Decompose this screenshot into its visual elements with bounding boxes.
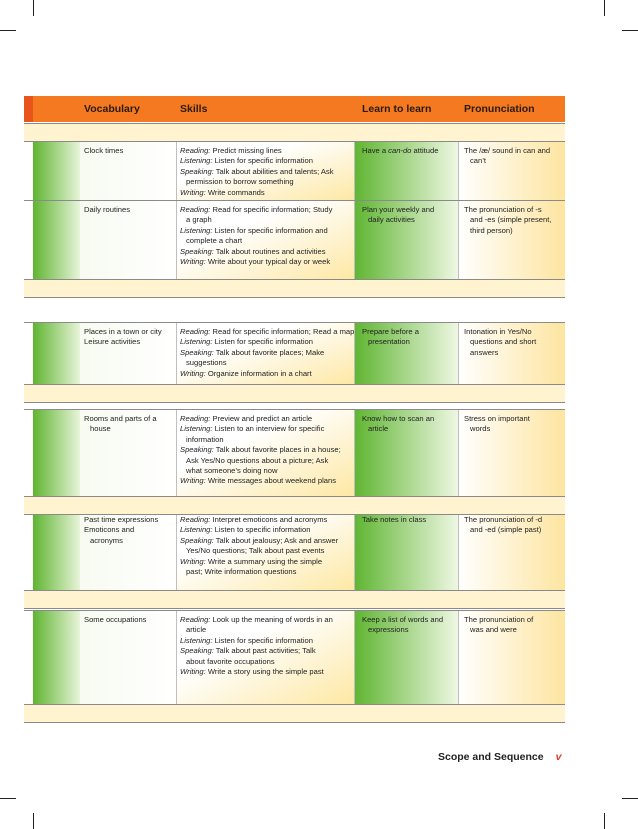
skill-detail: Read for specific information; Read a map	[210, 327, 355, 336]
learn-text	[362, 146, 438, 156]
column-divider	[458, 142, 459, 201]
pronunciation-line: The pronunciation of	[464, 615, 534, 624]
learn-text	[362, 615, 443, 636]
vocabulary-line: Daily routines	[84, 205, 131, 214]
row-accent-bar	[33, 142, 80, 201]
pronunciation-line: questions and short	[470, 337, 537, 347]
skill-line: permission to borrow something	[186, 177, 294, 187]
skills-text	[180, 414, 341, 487]
skill-detail: Write a summary using the simple	[205, 556, 323, 566]
skill-detail: Interpret emoticons and acronyms	[210, 515, 328, 524]
crop-mark	[0, 798, 16, 799]
skill-line: about favorite occupations	[186, 656, 275, 666]
skill-line	[180, 515, 338, 525]
skill-line	[180, 247, 332, 257]
skill-label: Reading:	[180, 327, 211, 336]
header-accent-stripe	[24, 96, 33, 122]
skill-label: Writing:	[180, 667, 206, 677]
pronunciation-line: answers	[470, 347, 499, 357]
skill-label: Speaking:	[180, 347, 214, 357]
skill-line	[180, 257, 332, 267]
pronunciation-line: The pronunciation of -s	[464, 205, 542, 214]
pronunciation-line: and -ed (simple past)	[470, 525, 542, 535]
learn-line: Take notes in class	[362, 515, 427, 524]
skill-detail: Listen for specific information	[212, 635, 313, 645]
unit-band	[24, 279, 565, 298]
header-skills: Skills	[180, 103, 208, 115]
table-row	[24, 409, 565, 497]
learn-line: Plan your weekly and	[362, 205, 435, 214]
skill-detail: Predict missing lines	[210, 146, 282, 155]
scope-sequence-table	[24, 96, 565, 677]
vocabulary-text	[84, 414, 157, 435]
skill-label: Speaking:	[180, 646, 214, 656]
learn-line: Know how to scan an	[362, 414, 435, 423]
unit-band	[24, 590, 565, 609]
skills-text	[180, 205, 332, 267]
vocabulary-text	[84, 146, 123, 156]
column-divider	[176, 323, 177, 385]
skill-line	[180, 414, 341, 424]
skill-line: a graph	[186, 215, 212, 225]
column-divider	[458, 323, 459, 385]
learn-line: presentation	[368, 337, 410, 347]
skill-label: Writing:	[180, 368, 206, 378]
crop-mark	[33, 813, 34, 829]
skill-line	[180, 646, 333, 656]
column-divider	[354, 201, 355, 280]
learn-text	[362, 205, 434, 226]
column-divider	[176, 142, 177, 201]
pronunciation-line: The pronunciation of -d	[464, 515, 543, 524]
skill-detail: Listen for specific information and	[212, 225, 328, 235]
table-row	[24, 322, 565, 385]
column-divider	[458, 201, 459, 280]
table-header	[24, 96, 565, 122]
table-row	[24, 610, 565, 705]
learn-fragment: Have a	[362, 146, 389, 155]
vocabulary-line: Past time expressions	[84, 515, 159, 524]
skill-line	[180, 525, 338, 535]
pronunciation-text	[464, 205, 551, 236]
column-divider	[458, 511, 459, 591]
pronunciation-line: Stress on important	[464, 414, 530, 423]
pronunciation-text	[464, 615, 533, 636]
row-accent-bar	[33, 611, 80, 705]
column-divider	[176, 410, 177, 497]
skills-text	[180, 327, 354, 379]
skill-detail: Talk about abilities and talents; Ask	[213, 166, 334, 176]
table-row	[24, 510, 565, 591]
header-vocabulary: Vocabulary	[84, 103, 140, 115]
pronunciation-line: was and were	[470, 625, 517, 635]
header-learn-to-learn: Learn to learn	[362, 103, 432, 115]
pronunciation-line: The /æ/ sound in can and	[464, 146, 551, 155]
skill-line: information	[186, 434, 224, 444]
skill-label: Reading:	[180, 615, 211, 624]
skill-detail: Talk about favorite places in a house;	[213, 445, 341, 455]
skill-detail: Write a story using the simple past	[205, 667, 324, 677]
learn-line	[362, 146, 438, 156]
skill-detail: Preview and predict an article	[210, 414, 313, 423]
pronunciation-text	[464, 515, 542, 536]
learn-text	[362, 414, 434, 435]
skill-line	[180, 156, 334, 166]
learn-fragment: attitude	[411, 146, 439, 155]
skill-label: Listening:	[180, 156, 213, 166]
pronunciation-line: can’t	[470, 156, 487, 166]
skill-line	[180, 188, 334, 198]
row-accent-bar	[33, 511, 80, 591]
skill-line: past; Write information questions	[186, 567, 297, 577]
skill-label: Reading:	[180, 146, 211, 155]
unit-band	[24, 384, 565, 403]
unit-band	[24, 123, 565, 142]
column-divider	[458, 410, 459, 497]
column-divider	[354, 142, 355, 201]
skill-detail: Organize information in a chart	[205, 368, 312, 378]
pronunciation-line: third person)	[470, 225, 513, 235]
skills-text	[180, 146, 334, 198]
table-row	[24, 200, 565, 280]
crop-mark	[33, 0, 34, 16]
skill-line: complete a chart	[186, 236, 243, 246]
skill-line: suggestions	[186, 358, 227, 368]
skill-line	[180, 536, 338, 546]
vocabulary-line: acronyms	[90, 535, 123, 545]
skill-label: Speaking:	[180, 445, 214, 455]
skill-label: Listening:	[180, 635, 213, 645]
skill-label: Writing:	[180, 187, 206, 197]
skill-label: Writing:	[180, 257, 206, 267]
skill-line	[180, 636, 333, 646]
footer-title: Scope and Sequence	[438, 751, 544, 763]
skills-text	[180, 615, 333, 677]
skill-detail: Look up the meaning of words in an	[210, 615, 333, 624]
skill-detail: Write about your typical day or week	[205, 257, 331, 267]
crop-mark	[604, 813, 605, 829]
skill-detail: Write messages about weekend plans	[205, 476, 337, 486]
skill-detail: Listen to specific information	[212, 525, 311, 535]
crop-mark	[604, 0, 605, 16]
learn-line: Prepare before a	[362, 327, 419, 336]
learn-text	[362, 327, 419, 348]
pronunciation-text	[464, 414, 530, 435]
page-number: v	[555, 751, 562, 763]
page-footer	[438, 751, 561, 763]
learn-text	[362, 515, 426, 525]
skill-label: Writing:	[180, 476, 206, 486]
column-divider	[354, 511, 355, 591]
skill-line	[180, 327, 354, 337]
skill-label: Reading:	[180, 205, 211, 214]
skill-detail: Talk about favorite places; Make	[213, 347, 325, 357]
column-divider	[176, 511, 177, 591]
crop-mark	[0, 30, 16, 31]
skill-line: article	[186, 625, 207, 635]
column-divider	[458, 611, 459, 705]
row-accent-bar	[33, 201, 80, 280]
skill-line: Yes/No questions; Talk about past events	[186, 546, 325, 556]
pronunciation-line: words	[470, 424, 491, 434]
skill-detail: Read for specific information; Study	[210, 205, 333, 214]
crop-mark	[622, 798, 638, 799]
row-accent-bar	[33, 410, 80, 497]
skill-line	[180, 424, 341, 434]
skill-detail: Listen for specific information	[212, 337, 313, 347]
learn-line: daily activities	[368, 215, 415, 225]
skill-label: Listening:	[180, 525, 213, 535]
skill-detail: Talk about jealousy; Ask and answer	[213, 535, 339, 545]
pronunciation-line: Intonation in Yes/No	[464, 327, 532, 336]
skill-label: Speaking:	[180, 166, 214, 176]
skill-label: Listening:	[180, 225, 213, 235]
column-divider	[176, 201, 177, 280]
skill-line	[180, 348, 354, 358]
skill-detail: Talk about past activities; Talk	[213, 646, 316, 656]
learn-fragment: can-do	[388, 146, 412, 155]
skill-label: Listening:	[180, 424, 213, 434]
pronunciation-line: and -es (simple present,	[470, 215, 552, 225]
vocabulary-line: house	[90, 424, 111, 434]
table-row	[24, 141, 565, 201]
learn-line: article	[368, 424, 389, 434]
skill-label: Speaking:	[180, 246, 214, 256]
skill-line	[180, 476, 341, 486]
row-accent-bar	[33, 323, 80, 385]
column-divider	[354, 410, 355, 497]
skills-text	[180, 515, 338, 577]
vocabulary-text	[84, 327, 162, 348]
skill-label: Listening:	[180, 337, 213, 347]
vocabulary-line: Clock times	[84, 146, 124, 155]
skill-label: Speaking:	[180, 535, 214, 545]
skill-detail: Write commands	[205, 187, 265, 197]
skill-line	[180, 369, 354, 379]
vocabulary-text	[84, 205, 130, 215]
skill-line	[180, 615, 333, 625]
skill-label: Reading:	[180, 515, 211, 524]
vocabulary-line: Places in a town or city	[84, 327, 162, 336]
skill-line	[180, 167, 334, 177]
skill-label: Reading:	[180, 414, 211, 423]
vocabulary-text	[84, 615, 146, 625]
skill-line	[180, 226, 332, 236]
learn-line: expressions	[368, 625, 409, 635]
learn-line: Keep a list of words and	[362, 615, 444, 624]
skill-label: Writing:	[180, 556, 206, 566]
pronunciation-text	[464, 327, 536, 358]
vocabulary-line: Rooms and parts of a	[84, 414, 157, 423]
skill-line	[180, 146, 334, 156]
vocabulary-line: Emoticons and	[84, 525, 135, 535]
skill-line	[180, 337, 354, 347]
skill-detail: Talk about routines and activities	[213, 246, 326, 256]
unit-band	[24, 496, 565, 515]
skill-detail: Listen to an interview for specific	[212, 424, 325, 434]
skill-line: Ask Yes/No questions about a picture; Ask	[186, 455, 329, 465]
column-divider	[354, 611, 355, 705]
crop-mark	[622, 30, 638, 31]
skill-line	[180, 667, 333, 677]
vocabulary-line: Leisure activities	[84, 337, 141, 347]
column-divider	[176, 611, 177, 705]
header-pronunciation: Pronunciation	[464, 103, 535, 115]
skill-line	[180, 557, 338, 567]
unit-band	[24, 704, 565, 723]
skill-line	[180, 445, 341, 455]
vocabulary-line: Some occupations	[84, 615, 147, 624]
pronunciation-text	[464, 146, 550, 167]
skill-line	[180, 205, 332, 215]
vocabulary-text	[84, 515, 158, 546]
skill-detail: Listen for specific information	[212, 156, 313, 166]
skill-line: what someone’s doing now	[186, 466, 278, 476]
